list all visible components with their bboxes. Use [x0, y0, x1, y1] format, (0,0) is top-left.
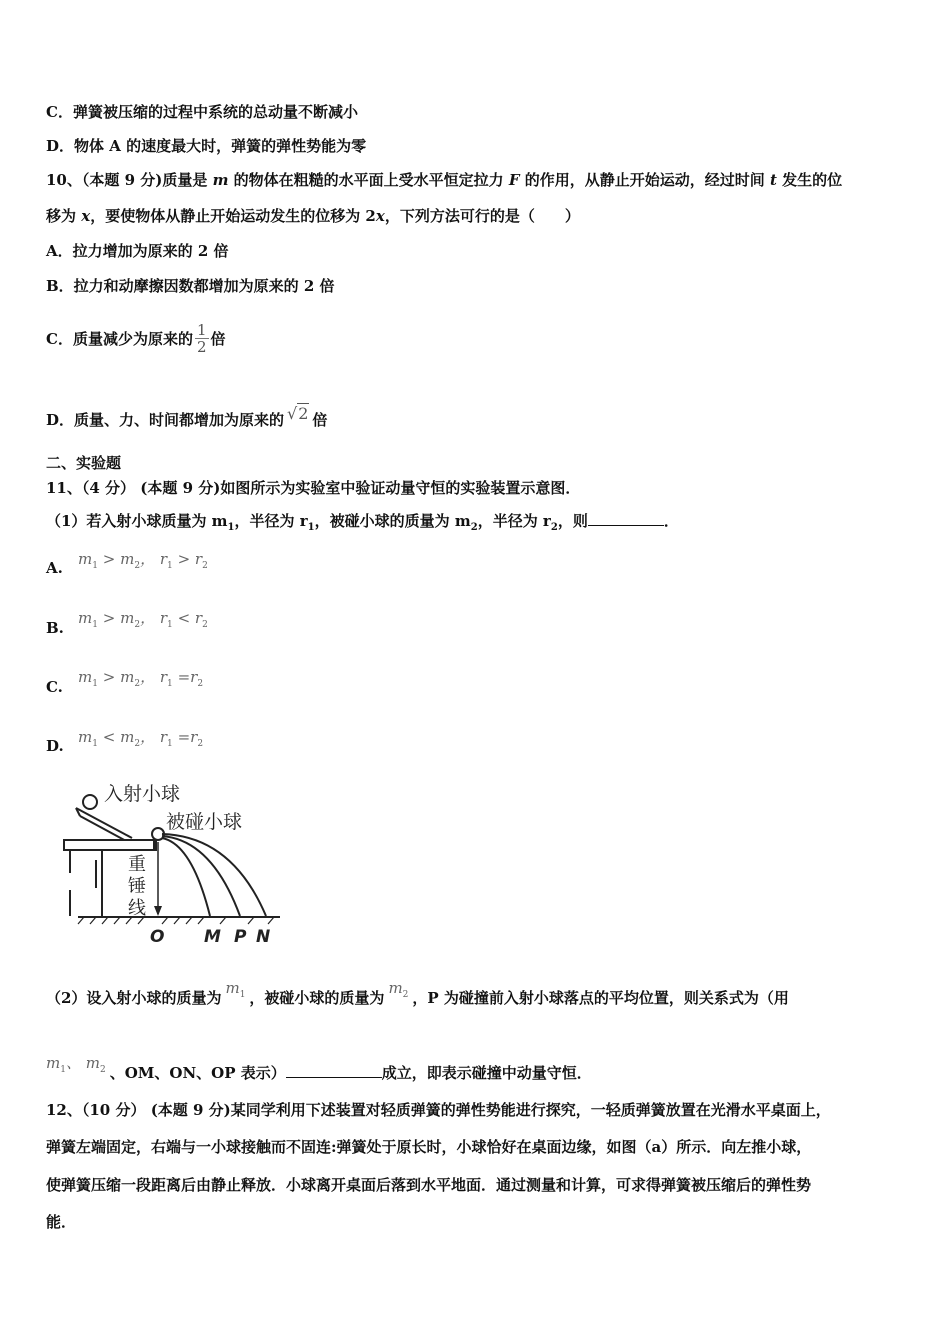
question-10-option-d: D．质量、力、时间都增加为原来的 √2 倍 — [46, 404, 328, 429]
question-12-line2: 弹簧左端固定，右端与一小球接触而不固连:弹簧处于原长时，小球恰好在桌面边缘，如图（a）所示．向左推小球， — [46, 1138, 812, 1156]
answer-blank-1[interactable] — [588, 511, 664, 526]
question-10-option-c: C．质量减少为原来的 $\frac{1}{2}$ 倍 — [46, 321, 226, 356]
table-top — [64, 840, 156, 850]
option-b-formula: $m_1 > m_2$， $r_1 < r_2$ — [78, 609, 208, 630]
option-d-formula: $m_1 < m_2$， $r_1 =r_2$ — [78, 728, 204, 749]
section-experiment-title: 二、实验题 — [46, 454, 122, 472]
question-12-line1: 12、（10 分） (本题 9 分)某同学利用下述装置对轻质弹簧的弹性势能进行探究，一轻质弹簧放置在光滑水平桌面上， — [46, 1101, 831, 1119]
question-12-line4: 能． — [46, 1213, 77, 1231]
answer-blank-2[interactable] — [286, 1063, 382, 1078]
question-10-option-b: B．拉力和动摩擦因数都增加为原来的 2 倍 — [46, 277, 335, 295]
option-c-label: C. — [46, 678, 63, 696]
formula-m1-m2: $m_1$、 $m_2$ — [46, 1054, 106, 1075]
trajectory-p — [162, 836, 240, 916]
question-10-line2: 移为 x，要使物体从静止开始运动发生的位移为 2x，下列方法可行的是（ ） — [46, 207, 580, 225]
option-a-formula: $m_1 > m_2$， $r_1 > r_2$ — [78, 550, 208, 571]
point-o: O — [150, 927, 165, 944]
question-11-stem: 11、（4 分） (本题 9 分)如图所示为实验室中验证动量守恒的实验装置示意图． — [46, 479, 581, 497]
point-m: M — [204, 927, 221, 944]
ramp-bottom-edge — [80, 816, 128, 842]
incident-ball — [83, 795, 97, 809]
trajectory-m — [162, 838, 210, 916]
label-plumb-1: 重 — [128, 854, 146, 875]
fraction-one-half: $\frac{1}{2}$ — [196, 321, 207, 356]
question-12-line3: 使弹簧压缩一段距离后由静止释放．小球离开桌面后落到水平地面．通过测量和计算，可求得弹簧被压缩后的弹性势 — [46, 1176, 812, 1194]
label-plumb-3: 线 — [128, 898, 146, 919]
option-d-elastic-energy: D．物体 A 的速度最大时，弹簧的弹性势能为零 — [46, 137, 367, 155]
option-b-label: B. — [46, 619, 64, 637]
question-11-part1: （1）若入射小球质量为 $m_1$，半径为 $r_1$，被碰小球的质量为 $m_2$，半径为 $r_2$，则 ． — [46, 512, 679, 533]
option-a-label: A. — [46, 559, 63, 577]
momentum-experiment-figure — [62, 778, 292, 944]
sqrt-two: √2 — [287, 404, 309, 423]
formula-m2: $m_2$ — [388, 979, 409, 1000]
label-incident-ball: 入射小球 — [104, 783, 181, 805]
question-10-option-a: A．拉力增加为原来的 2 倍 — [46, 242, 229, 260]
label-plumb-2: 锤 — [128, 876, 146, 897]
option-c-formula: $m_1 > m_2$， $r_1 =r_2$ — [78, 668, 204, 689]
formula-m1: $m_1$ — [225, 979, 246, 1000]
ramp-top-edge — [76, 808, 132, 838]
option-d-label: D. — [46, 737, 64, 755]
label-target-ball: 被碰小球 — [166, 811, 243, 833]
ground-hatching — [78, 917, 274, 924]
question-10-line1: 10、（本题 9 分)质量是 m 的物体在粗糙的水平面上受水平恒定拉力 F 的作用，从静止开始运动，经过时间 t 发生的位 — [46, 171, 843, 189]
question-11-part2-line2: $m_1$、 $m_2$ 、OM、ON、OP 表示） 成立，即表示碰撞中动量守恒． — [46, 1054, 592, 1082]
point-n: N — [256, 927, 271, 944]
point-p: P — [234, 927, 247, 944]
question-11-part2-line1: （2）设入射小球的质量为$m_1$ ，被碰小球的质量为$m_2$ ，P 为碰撞前入射小球落点的平均位置，则关系式为（用 — [46, 979, 789, 1007]
option-c-momentum: C．弹簧被压缩的过程中系统的总动量不断减小 — [46, 103, 358, 121]
